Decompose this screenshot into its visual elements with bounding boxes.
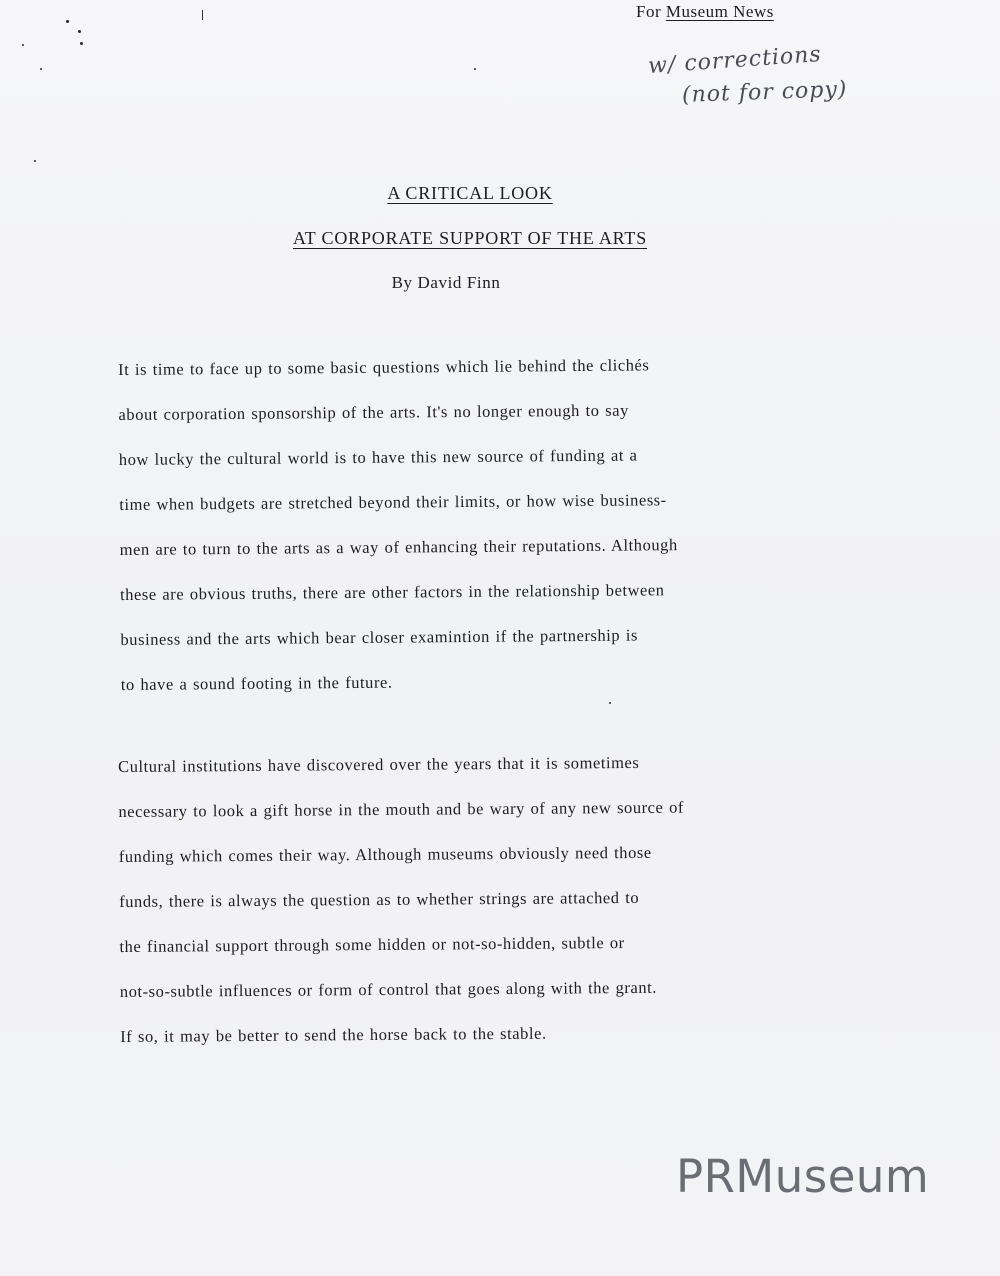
body-paragraph xyxy=(118,351,901,718)
paragraph-line: how lucky the cultural world is to have this new source of funding at a xyxy=(118,445,638,469)
watermark-logo: PRMuseum xyxy=(676,1150,930,1203)
paper-speck xyxy=(80,42,83,45)
handwritten-note-line2: (not for copy) xyxy=(681,77,848,108)
paragraph-line: men are to turn to the arts as a way of enhancing their reputations. Although xyxy=(119,535,678,559)
paragraph-line: these are obvious truths, there are other factors in the relationship between xyxy=(119,580,665,604)
body-paragraph xyxy=(118,749,900,1070)
paragraph-line: business and the arts which bear closer examintion if the partnership is xyxy=(120,625,639,649)
paragraph-line: If so, it may be better to send the horse back to the stable. xyxy=(120,1023,547,1046)
paragraph-line: funds, there is always the question as to whether strings are attached to xyxy=(119,887,640,911)
paper-speck xyxy=(22,44,24,46)
paragraph-line: the financial support through some hidden or not-so-hidden, subtle or xyxy=(119,933,625,956)
handwritten-note-line1: w/ corrections xyxy=(647,41,823,80)
paper-speck xyxy=(40,68,42,70)
paper-speck xyxy=(34,160,36,162)
paragraph-line: to have a sound footing in the future. xyxy=(120,672,393,694)
publication-header xyxy=(636,2,774,22)
paragraph-line: funding which comes their way. Although museums obviously need those xyxy=(118,842,652,866)
article-title-line2: AT CORPORATE SUPPORT OF THE ARTS xyxy=(292,228,648,248)
publication-name: Museum News xyxy=(665,2,774,21)
paragraph-line: time when budgets are stretched beyond their limits, or how wise business- xyxy=(119,490,667,514)
article-title-line1: A CRITICAL LOOK xyxy=(387,183,553,203)
paper-mark xyxy=(202,10,203,20)
header-prefix: For xyxy=(636,2,662,21)
article-byline: By David Finn xyxy=(391,273,501,292)
paragraph-line: necessary to look a gift horse in the mouth and be wary of any new source of xyxy=(118,797,684,821)
paper-speck xyxy=(66,20,69,23)
paragraph-line: Cultural institutions have discovered over the years that it is sometimes xyxy=(118,752,640,776)
paper-speck xyxy=(474,68,476,70)
paragraph-line: not-so-subtle influences or form of control that goes along with the grant. xyxy=(119,977,657,1001)
paragraph-line: about corporation sponsorship of the arts. It's no longer enough to say xyxy=(118,400,629,424)
paper-speck xyxy=(78,30,81,33)
paragraph-line: It is time to face up to some basic questions which lie behind the clichés xyxy=(118,355,650,379)
